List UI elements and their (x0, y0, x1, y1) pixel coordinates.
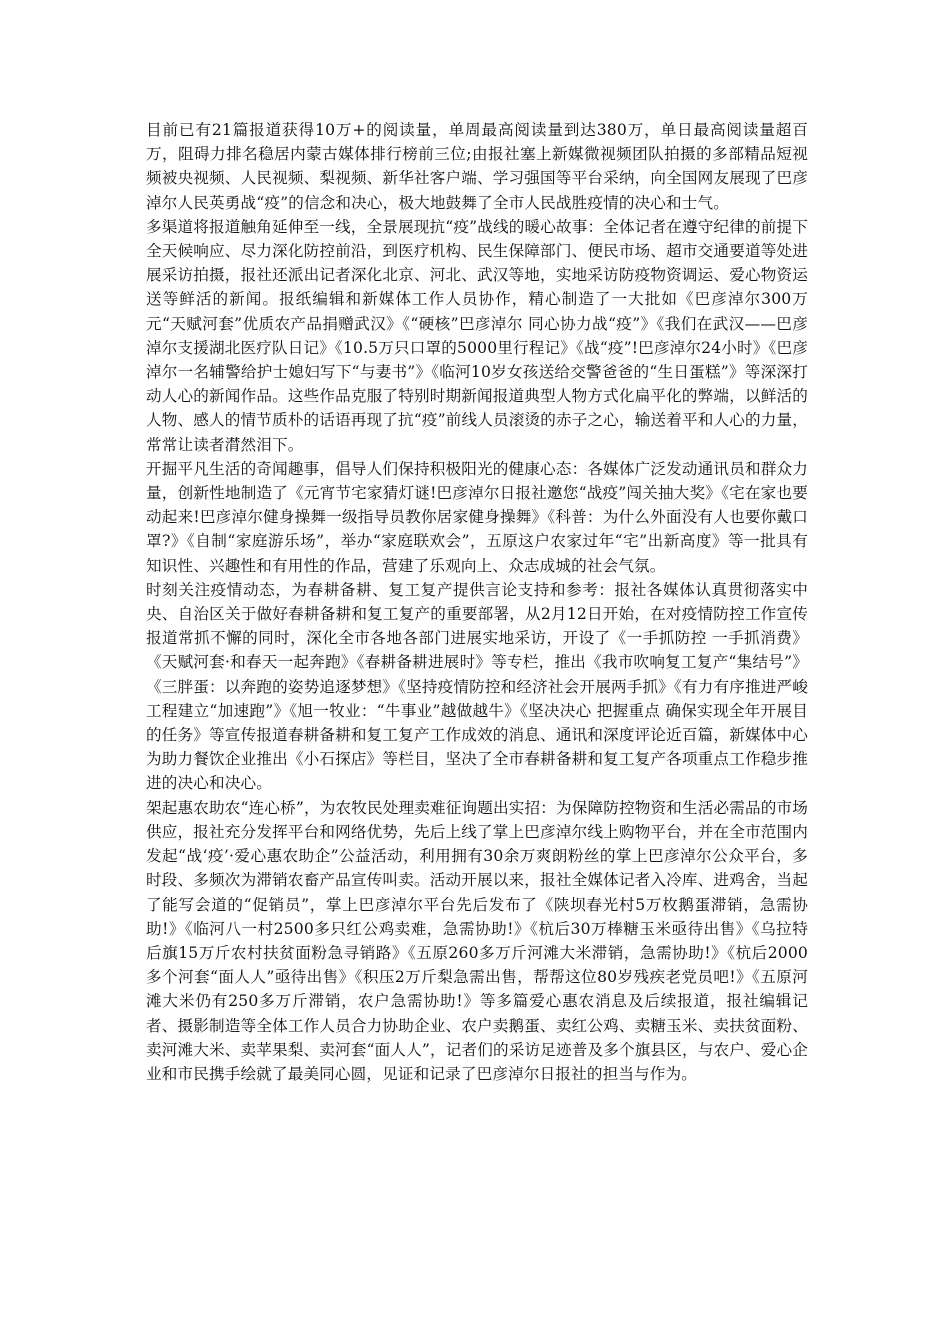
paragraph: 架起惠农助农“连心桥”，为农牧民处理卖难征询题出实招：为保障防控物资和生活必需品的市场供应，报社充分发挥平台和网络优势，先后上线了掌上巴彦淖尔线上购物平台，并在全市范围内发起“战‘疫’·爱心惠农助企”公益活动，利用拥有30余万爽朗粉丝的掌上巴彦淖尔公众平台，多时段、多频次为滞销农畜产品宣传叫卖。活动开展以来，报社全媒体记者入冷库、进鸡舍，当起了能写会道的“促销员”，掌上巴彦淖尔平台先后发布了《陕坝春光村5万枚鹅蛋滞销，急需协助!》《临河八一村2500多只红公鸡卖难，急需协助!》《杭后30万棒糖玉米亟待出售》《乌拉特后旗15万斤农村扶贫面粉急寻销路》《五原260多万斤河滩大米滞销，急需协助!》《杭后2000多个河套“面人人”亟待出售》《积压2万斤梨急需出售，帮帮这位80岁残疾老党员吧!》《五原河滩大米仍有250多万斤滞销，农户急需协助!》等多篇爱心惠农消息及后续报道，报社编辑记者、摄影制造等全体工作人员合力协助企业、农户卖鹅蛋、卖红公鸡、卖糖玉米、卖扶贫面粉、卖河滩大米、卖苹果梨、卖河套“面人人”，记者们的采访足迹普及多个旗县区，与农户、爱心企业和市民携手绘就了最美同心圆，见证和记录了巴彦淖尔日报社的担当与作为。 (146, 798, 808, 1083)
paragraph: 时刻关注疫情动态，为春耕备耕、复工复产提供言论支持和参考：报社各媒体认真贯彻落实中央、自治区关于做好春耕备耕和复工复产的重要部署，从2月12日开始，在对疫情防控工作宣传报道常抓不懈的同时，深化全市各地各部门进展实地采访，开设了《一手抓防控 一手抓消费》《天赋河套·和春天一起奔跑》《春耕备耕进展时》等专栏，推出《我市吹响复工复产“集结号”》《三胖蛋：以奔跑的姿势追逐梦想》《坚持疫情防控和经济社会开展两手抓》《有力有序推进严峻工程建立“加速跑”》《旭一牧业：“牛事业”越做越牛》《坚决决心 把握重点 确保实现全年开展目的任务》等宣传报道春耕备耕和复工复产工作成效的消息、通讯和深度评论近百篇，新媒体中心为助力餐饮企业推出《小石探店》等栏目，坚决了全市春耕备耕和复工复产各项重点工作稳步推进的决心和决心。 (146, 580, 808, 793)
document-body (146, 118, 808, 1086)
paragraph: 目前已有21篇报道获得10万+的阅读量，单周最高阅读量到达380万，单日最高阅读量超百万，阻碍力排名稳居内蒙古媒体排行榜前三位;由报社塞上新媒微视频团队拍摄的多部精品短视频被央视频、人民视频、梨视频、新华社客户端、学习强国等平台采纳，向全国网友展现了巴彦淖尔人民英勇战“疫”的信念和决心，极大地鼓舞了全市人民战胜疫情的决心和士气。 (146, 121, 808, 212)
paragraph: 多渠道将报道触角延伸至一线，全景展现抗“疫”战线的暖心故事：全体记者在遵守纪律的前提下全天候响应、尽力深化防控前沿，到医疗机构、民生保障部门、便民市场、超市交通要道等处进展采访拍摄，报社还派出记者深化北京、河北、武汉等地，实地采访防疫物资调运、爱心物资运送等鲜活的新闻。报纸编辑和新媒体工作人员协作，精心制造了一大批如《巴彦淖尔300万元“天赋河套”优质农产品捐赠武汉》《“硬核”巴彦淖尔 同心协力战“疫”》《我们在武汉——巴彦淖尔支援湖北医疗队日记》《10.5万只口罩的5000里行程记》《战“疫”!巴彦淖尔24小时》《巴彦淖尔一名辅警给护士媳妇写下“与妻书”》《临河10岁女孩送给交警爸爸的“生日蛋糕”》等深深打动人心的新闻作品。这些作品克服了特别时期新闻报道典型人物方式化扁平化的弊端，以鲜活的人物、感人的情节质朴的话语再现了抗“疫”前线人员滚烫的赤子之心，输送着平和人心的力量，常常让读者潸然泪下。 (146, 217, 808, 454)
paragraph: 开掘平凡生活的奇闻趣事，倡导人们保持积极阳光的健康心态：各媒体广泛发动通讯员和群众力量，创新性地制造了《元宵节宅家猜灯谜!巴彦淖尔日报社邀您“战疫”闯关抽大奖》《宅在家也要动起来!巴彦淖尔健身操舞一级指导员教你居家健身操舞》《科普：为什么外面没有人也要你戴口罩?》《自制“家庭游乐场”，举办“家庭联欢会”，五原这户农家过年“宅”出新高度》等一批具有知识性、兴趣性和有用性的作品，营建了乐观向上、众志成城的社会气氛。 (146, 459, 808, 575)
